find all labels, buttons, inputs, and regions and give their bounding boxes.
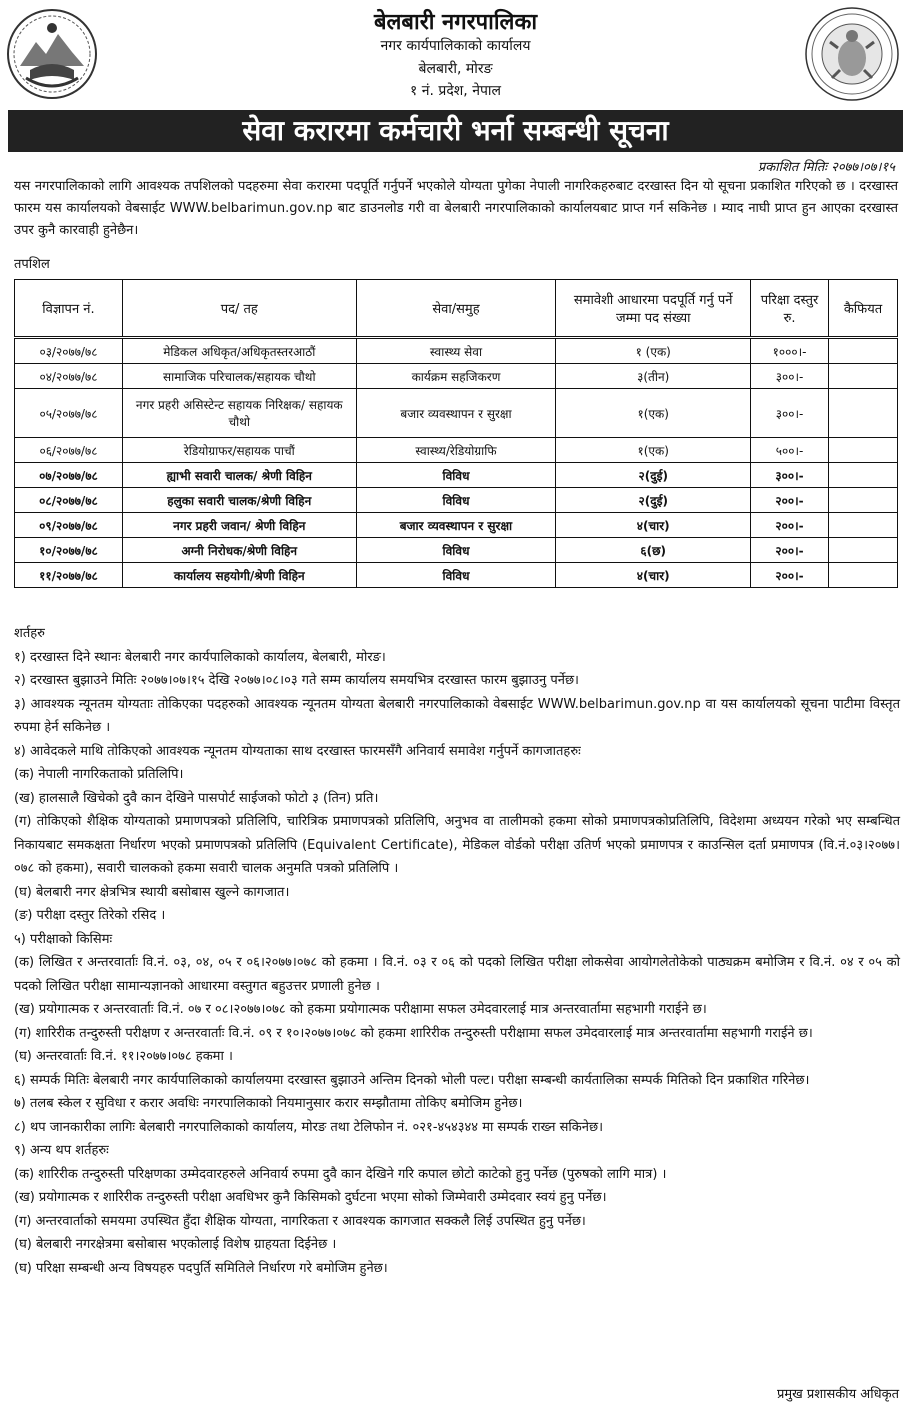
table-header-row <box>15 280 898 338</box>
cell-post-count: ४(चार) <box>556 563 751 588</box>
condition-item: (ख) प्रयोगात्मक र शारिरीक तन्दुरुस्ती परीक्षा अवधिभर कुनै किसिमको दुर्घटना भएमा सोको जिम्मेवारी उम्मेदवार स्वयं हुनु पर्नेछ। <box>14 1190 607 1205</box>
col-header-post: पद/ तह <box>122 280 356 338</box>
condition-item: (घ) बेलबारी नगर क्षेत्रभित्र स्थायी बसोबास खुल्ने कागजात। <box>14 884 290 900</box>
col-header-ad-no: विज्ञापन नं. <box>15 280 123 338</box>
details-label: तपशिल <box>14 257 50 272</box>
condition-item: ८) थप जानकारीका लागिः बेलबारी नगरपालिकाको कार्यालय, मोरङ तथा टेलिफोन नं. ०२१-४५४३४४ मा सम्पर्क राख्न सकिनेछ। <box>14 1119 604 1135</box>
table-row <box>15 389 898 438</box>
cell-service: बजार व्यवस्थापन र सुरक्षा <box>356 513 556 538</box>
condition-item: (घ) अन्तरवार्ताः वि.नं. ११।२०७७।०७८ हकमा । <box>14 1049 233 1064</box>
cell-service: विविध <box>356 563 556 588</box>
cell-service: कार्यक्रम सहजिकरण <box>356 364 556 389</box>
cell-remarks <box>829 538 898 563</box>
cell-ad-no: ११/२०७७/७८ <box>15 563 123 588</box>
province-line: १ नं. प्रदेश, नेपाल <box>409 83 502 99</box>
table-row <box>15 538 898 563</box>
cell-ad-no: ०९/२०७७/७८ <box>15 513 123 538</box>
cell-service: बजार व्यवस्थापन र सुरक्षा <box>356 389 556 438</box>
cell-service: विविध <box>356 488 556 513</box>
cell-post: नगर प्रहरी असिस्टेन्ट सहायक निरिक्षक/ सहायक चौथो <box>122 389 356 438</box>
published-date: प्रकाशित मितिः २०७७।०७।१५ <box>757 160 895 175</box>
table-row <box>15 563 898 588</box>
cell-remarks <box>829 364 898 389</box>
condition-item: (ख) हालसालै खिचेको दुवै कान देखिने पासपोर्ट साईजको फोटो ३ (तिन) प्रति। <box>14 790 379 806</box>
cell-exam-fee: १०००।- <box>751 338 829 364</box>
cell-ad-no: ०३/२०७७/७८ <box>15 338 123 364</box>
condition-item: ३) आवश्यक न्यूनतम योग्यताः तोकिएका पदहरुको आवश्यक न्यूनतम योग्यता बेलबारी नगरपालिकाको वेबसाईट WWW.belbarimun.gov.np वा यस कार्यालयको सूचना पाटीमा विस्तृत रुपमा हेर्न सकिनेछ । <box>14 696 900 735</box>
condition-item: (ङ) परीक्षा दस्तुर तिरेको रसिद । <box>14 908 166 923</box>
cell-post-count: ३(तीन) <box>556 364 751 389</box>
cell-post-count: १(एक) <box>556 389 751 438</box>
condition-item: (ख) प्रयोगात्मक र अन्तरवार्ताः वि.नं. ०७ र ०८।२०७७।०७८ को हकमा प्रयोगात्मक परीक्षामा सफल उमेदवारलाई मात्र अन्तरवार्तामा सहभागी गराईने छ। <box>14 1002 707 1017</box>
table-row <box>15 463 898 488</box>
cell-exam-fee: ३००।- <box>751 463 829 488</box>
cell-exam-fee: २००।- <box>751 538 829 563</box>
cell-service: स्वास्थ्य/रेडियोग्राफि <box>356 438 556 463</box>
cell-exam-fee: २००।- <box>751 513 829 538</box>
cell-remarks <box>829 389 898 438</box>
col-header-exam-fee: परिक्षा दस्तुर रु. <box>751 280 829 338</box>
conditions-heading: शर्तहरु <box>14 626 45 641</box>
condition-item: ४) आवेदकले माथि तोकिएको आवश्यक न्यूनतम योग्यताका साथ दरखास्त फारमसँगै अनिवार्य समावेश गर्नुपर्ने कागजातहरुः <box>14 743 581 759</box>
cell-post: कार्यालय सहयोगी/श्रेणी विहिन <box>122 563 356 588</box>
cell-remarks <box>829 338 898 364</box>
cell-remarks <box>829 488 898 513</box>
condition-item: (ग) तोकिएको शैक्षिक योग्यताको प्रमाणपत्रको प्रतिलिपि, चारित्रिक प्रमाणपत्रको प्रतिलिपि, अनुभव वा तालीमको हकमा सोको प्रमाणपत्रकोप्रतिलिपि, विदेशमा अध्ययन गरेको भए सम्बन्धित निकायबाट समकक्षता निर्धारण भएको प्रमाणपत्रको प्रतिलिपि (Equivalent Certificate), मेडिकल वोर्डको परीक्षा उतिर्ण भएको प्रमाणपत्र र काउन्सिल दर्ता प्रमाणपत्र (वि.नं.०३।२०७७।०७८ को हकमा), सवारी चालकको हकमा सवारी चालक अनुमति पत्रको प्रतिलिपि । <box>14 814 900 876</box>
office-address: बेलबारी, मोरङ <box>418 61 493 77</box>
cell-post: मेडिकल अधिकृत/अधिकृतस्तरआठौं <box>122 338 356 364</box>
condition-item: (घ) परिक्षा सम्बन्धी अन्य विषयहरु पदपुर्ति समितिले निर्धारण गरे बमोजिम हुनेछ। <box>14 1260 388 1276</box>
cell-remarks <box>829 463 898 488</box>
condition-item: (ग) अन्तरवार्ताको समयमा उपस्थित हुँदा शैक्षिक योग्यता, नागरिकता र आवश्यक कागजात सक्कलै लिई उपस्थित हुनु पर्नेछ। <box>14 1213 586 1229</box>
table-row <box>15 338 898 364</box>
cell-remarks <box>829 563 898 588</box>
table-row <box>15 438 898 463</box>
cell-ad-no: ०७/२०७७/७८ <box>15 463 123 488</box>
col-header-remarks: कैफियत <box>829 280 898 338</box>
cell-post-count: १ (एक) <box>556 338 751 364</box>
cell-exam-fee: ३००।- <box>751 389 829 438</box>
cell-exam-fee: ३००।- <box>751 364 829 389</box>
condition-item: ५) परीक्षाको किसिमः <box>14 931 113 947</box>
table-row <box>15 513 898 538</box>
condition-item: ६) सम्पर्क मितिः बेलबारी नगर कार्यपालिकाको कार्यालयमा दरखास्त बुझाउने अन्तिम दिनको भोली पल्ट। परीक्षा सम्बन्धी कार्यतालिका सम्पर्क मितिको दिन प्रकाशित गरिनेछ। <box>14 1072 810 1088</box>
cell-post: सामाजिक परिचालक/सहायक चौथो <box>122 364 356 389</box>
letterhead <box>0 0 911 108</box>
cell-post: रेडियोग्राफर/सहायक पाचौं <box>122 438 356 463</box>
municipality-seal-icon <box>804 6 900 102</box>
cell-post-count: ४(चार) <box>556 513 751 538</box>
col-header-post-count: समावेशी आधारमा पदपूर्ति गर्नु पर्ने जम्मा पद संख्या <box>556 280 751 338</box>
cell-post-count: २(दुई) <box>556 488 751 513</box>
cell-service: विविध <box>356 463 556 488</box>
cell-post: हलुका सवारी चालक/श्रेणी विहिन <box>122 488 356 513</box>
condition-item: ९) अन्य थप शर्तहरुः <box>14 1143 109 1158</box>
cell-ad-no: ०६/२०७७/७८ <box>15 438 123 463</box>
condition-item: (क) लिखित र अन्तरवार्ताः वि.नं. ०३, ०४, ०५ र ०६।२०७७।०७८ को हकमा । वि.नं. ०३ र ०६ को पदको लिखित परीक्षा लोकसेवा आयोगलेतोकेको पाठ्यक्रम बमोजिम र वि.नं. ०४ र ०५ को पदको लिखित परीक्षा सामान्यज्ञानको आधारमा वस्तुगत बहुउत्तर प्रणाली हुनेछ । <box>14 955 900 994</box>
cell-remarks <box>829 513 898 538</box>
cell-exam-fee: २००।- <box>751 488 829 513</box>
cell-post-count: २(दुई) <box>556 463 751 488</box>
condition-item: १) दरखास्त दिने स्थानः बेलबारी नगर कार्यपालिकाको कार्यालय, बेलबारी, मोरङ। <box>14 649 386 665</box>
municipality-name: बेलबारी नगरपालिका <box>373 10 538 35</box>
cell-ad-no: ०८/२०७७/७८ <box>15 488 123 513</box>
condition-item: २) दरखास्त बुझाउने मितिः २०७७।०७।१५ देखि २०७७।०८।०३ गते सम्म कार्यालय समयभित्र दरखास्त फारम बुझाउनु पर्नेछ। <box>14 673 579 688</box>
signatory-title: प्रमुख प्रशासकीय अधिकृत <box>776 1387 899 1402</box>
condition-item: (घ) बेलबारी नगरक्षेत्रमा बसोबास भएकोलाई विशेष ग्राहयता दिईनेछ । <box>14 1237 337 1252</box>
cell-service: स्वास्थ्य सेवा <box>356 338 556 364</box>
office-name: नगर कार्यपालिकाको कार्यालय <box>380 38 531 54</box>
conditions-section <box>14 622 900 1280</box>
cell-exam-fee: २००।- <box>751 563 829 588</box>
cell-ad-no: ०४/२०७७/७८ <box>15 364 123 389</box>
cell-ad-no: ०५/२०७७/७८ <box>15 389 123 438</box>
nepal-emblem-icon <box>6 8 98 100</box>
condition-item: (क) शारिरीक तन्दुरुस्ती परिक्षणका उम्मेदवारहरुले अनिवार्य रुपमा दुवै कान देखिने गरि कपाल छोटो काटेको हुनु पर्नेछ (पुरुषको लागि मात्र) । <box>14 1166 667 1182</box>
col-header-service: सेवा/समुह <box>356 280 556 338</box>
condition-item: (क) नेपाली नागरिकताको प्रतिलिपि। <box>14 767 184 782</box>
cell-ad-no: १०/२०७७/७८ <box>15 538 123 563</box>
cell-post-count: १(एक) <box>556 438 751 463</box>
cell-service: विविध <box>356 538 556 563</box>
notice-title: सेवा करारमा कर्मचारी भर्ना सम्बन्धी सूचना <box>8 110 903 152</box>
cell-post: नगर प्रहरी जवान/ श्रेणी विहिन <box>122 513 356 538</box>
cell-post: अग्नी निरोधक/श्रेणी विहिन <box>122 538 356 563</box>
cell-post: ह्याभी सवारी चालक/ श्रेणी विहिन <box>122 463 356 488</box>
table-row <box>15 488 898 513</box>
condition-item: (ग) शारिरीक तन्दुरुस्ती परीक्षण र अन्तरवार्ताः वि.नं. ०९ र १०।२०७७।०७८ को हकमा शारिरीक तन्दुरुस्ती परीक्षामा सफल उमेदवारलाई मात्र अन्तरवार्तामा सहभागी गराईने छ। <box>14 1025 813 1041</box>
cell-exam-fee: ५००।- <box>751 438 829 463</box>
vacancy-table <box>14 279 898 588</box>
intro-paragraph: यस नगरपालिकाको लागि आवश्यक तपशिलको पदहरुमा सेवा करारमा पदपूर्ति गर्नुपर्ने भएकोले योग्यता पुगेका नेपाली नागरिकहरुबाट दरखास्त दिन यो सूचना प्रकाशित गरिएको छ । दरखास्त फारम यस कार्यालयको वेबसाईट WWW.belbarimun.gov.np बाट डाउनलोड गरी वा बेलबारी नगरपालिकाको कार्यालयबाट प्राप्त गर्न सकिनेछ । म्याद नाघी प्राप्त हुन आएका दरखास्त उपर कुनै कारवाही हुनेछैन। <box>14 179 898 238</box>
cell-remarks <box>829 438 898 463</box>
condition-item: ७) तलब स्केल र सुविधा र करार अवधिः नगरपालिकाको नियमानुसार करार सम्झौतामा तोकिए बमोजिम हुनेछ। <box>14 1096 523 1111</box>
cell-post-count: ६(छ) <box>556 538 751 563</box>
table-row <box>15 364 898 389</box>
